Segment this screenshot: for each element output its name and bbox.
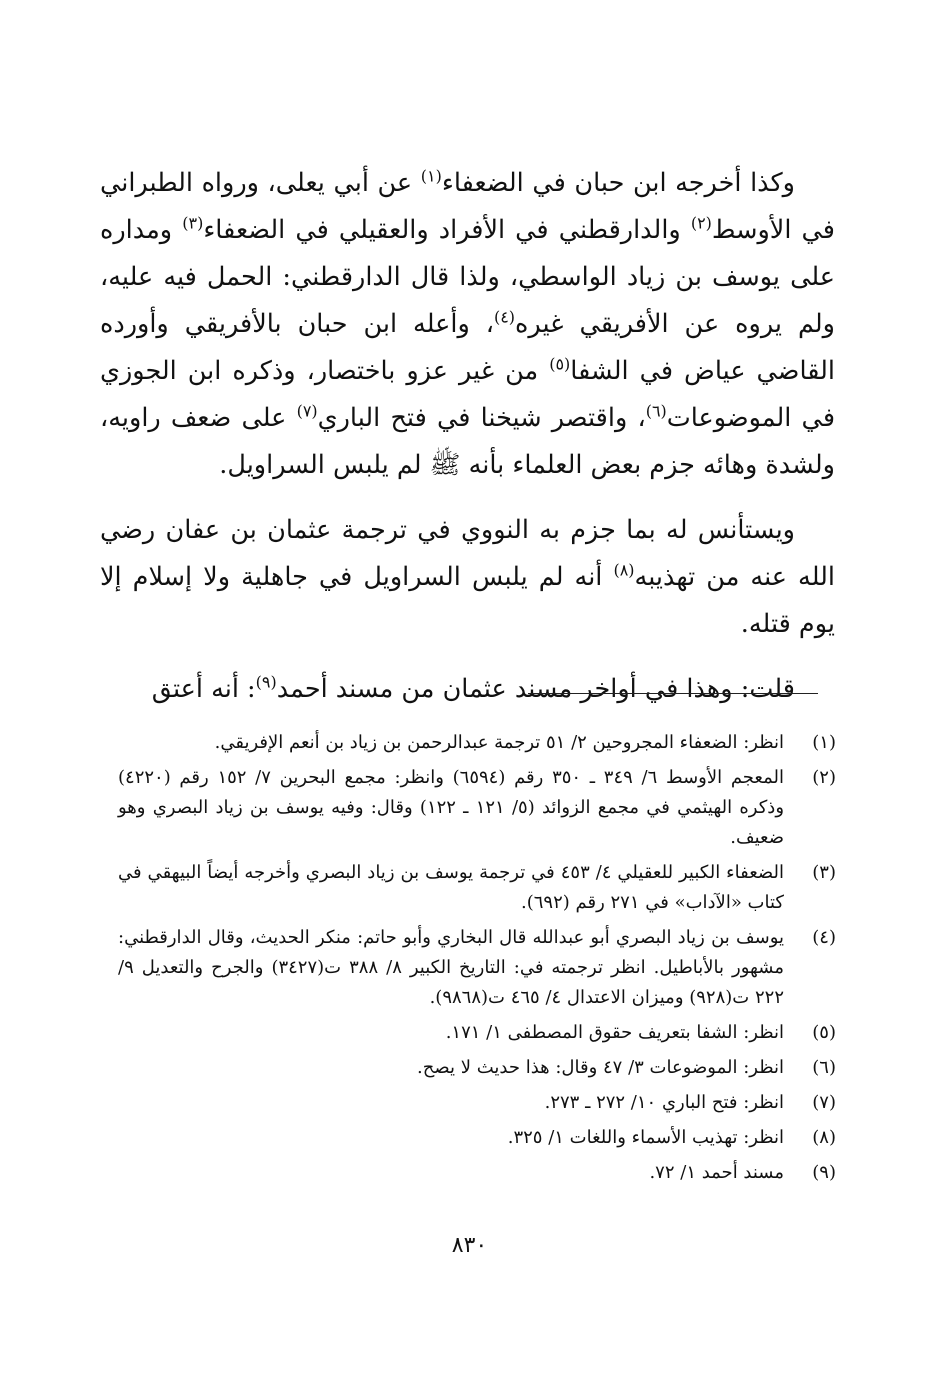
main-text: [100, 160, 835, 731]
text-run: ، وأعله ابن حبان بالأفريقي وأورده القاضي عياض في الشفا: [100, 309, 835, 386]
footnote-ref: (٥): [549, 354, 571, 374]
footnote-text: يوسف بن زياد البصري أبو عبدالله قال البخاري وأبو حاتم: منكر الحديث، وقال الدارقطني: مشهور بالأباطيل. انظر ترجمته في: التاريخ الكبير ٨/ ٣٨٨ ت(٣٤٢٧) والجرح والتعديل ٩/ ٢٢٢ ت(٩٢٨) وميزان الاعتدال ٤/ ٤٦٥ ت(٩٨٦٨).: [118, 927, 784, 1008]
footnote-text: انظر: الضعفاء المجروحين ٢/ ٥١ ترجمة عبدالرحمن بن زياد بن أنعم الإفريقي.: [214, 732, 784, 753]
footnote-number: (٣): [812, 862, 836, 883]
footnote-text: انظر: تهذيب الأسماء واللغات ١/ ٣٢٥.: [507, 1127, 784, 1148]
footnote-number: (٢): [812, 767, 836, 788]
text-run: عن أبي يعلى، ورواه الطبراني في الأوسط: [100, 168, 835, 245]
footnote-number: (٨): [812, 1127, 836, 1148]
paragraph-3: [100, 666, 835, 713]
footnote-text: مسند أحمد ١/ ٧٢.: [649, 1162, 784, 1183]
text-run: والدارقطني في الأفراد والعقيلي في الضعفاء: [203, 215, 691, 245]
footnote: [118, 1088, 836, 1118]
page-number: ٨٣٠: [451, 1233, 488, 1258]
footnote-ref: (٨): [613, 560, 635, 580]
footnote-ref: (٦): [645, 401, 667, 421]
footnote-number: (٥): [812, 1022, 836, 1043]
footnote-number: (٦): [812, 1057, 836, 1078]
text-run: من غير عزو باختصار، وذكره ابن الجوزي في الموضوعات: [100, 356, 836, 433]
text-run: ويستأنس له بما جزم به النووي في ترجمة عثمان بن عفان رضي الله عنه من تهذيبه: [100, 515, 835, 592]
footnote-number: (٤): [812, 927, 836, 948]
footnote-number: (١): [812, 732, 836, 753]
footnote-ref: (٤): [493, 307, 516, 327]
footnote: [118, 1053, 836, 1083]
footnote-text: انظر: الشفا بتعريف حقوق المصطفى ١/ ١٧١.: [445, 1022, 784, 1043]
text-run: ، واقتصر شيخنا في فتح الباري: [317, 403, 646, 433]
footnote: [118, 923, 836, 1013]
text-run: : أنه أعتق: [151, 674, 256, 704]
footnote-number: (٧): [812, 1092, 836, 1113]
footnote-text: المعجم الأوسط ٦/ ٣٤٩ ـ ٣٥٠ رقم (٦٥٩٤) وانظر: مجمع البحرين ٧/ ١٥٢ رقم (٤٢٢٠) وذكره الهيثمي في مجمع الزوائد (٥/ ١٢١ ـ ١٢٢) وقال: وفيه يوسف بن زياد البصري وهو ضعيف.: [118, 767, 785, 848]
footnote-ref: (١): [420, 166, 442, 186]
paragraph-2: [100, 507, 835, 648]
footnote-ref: (٩): [255, 672, 277, 692]
footnote-separator: [528, 693, 818, 694]
footnote-text: انظر: فتح الباري ١٠/ ٢٧٢ ـ ٢٧٣.: [544, 1092, 784, 1113]
text-run: وكذا أخرجه ابن حبان في الضعفاء: [441, 168, 795, 198]
footnote-ref: (٧): [296, 401, 318, 421]
footnote-ref: (٣): [182, 213, 204, 233]
footnote: [118, 1158, 836, 1188]
text-run: على ضعف راويه، ولشدة وهائه جزم بعض العلماء بأنه ﷺ لم يلبس السراويل.: [100, 403, 835, 480]
footnotes: [118, 728, 836, 1193]
footnote: [118, 1123, 836, 1153]
footnote-ref: (٢): [690, 213, 712, 233]
footnote: [118, 763, 836, 853]
text-run: قلت: وهذا في أواخر مسند عثمان من مسند أحمد: [276, 674, 795, 704]
footnote: [118, 728, 836, 758]
footnote-text: انظر: الموضوعات ٣/ ٤٧ وقال: هذا حديث لا يصح.: [417, 1057, 784, 1078]
footnote: [118, 858, 836, 918]
footnote: [118, 1018, 836, 1048]
footnote-number: (٩): [812, 1162, 836, 1183]
paragraph-1: [100, 160, 835, 489]
footnote-text: الضعفاء الكبير للعقيلي ٤/ ٤٥٣ في ترجمة يوسف بن زياد البصري وأخرجه أيضاً البيهقي في كتاب «الآداب» في ٢٧١ رقم (٦٩٢).: [118, 862, 785, 913]
text-run: أنه لم يلبس السراويل في جاهلية ولا إسلام إلا يوم قتله.: [100, 562, 835, 639]
text-run: ومداره على يوسف بن زياد الواسطي، ولذا قال الدارقطني: الحمل فيه عليه، ولم يروه عن الأفريقي غيره: [100, 215, 835, 339]
